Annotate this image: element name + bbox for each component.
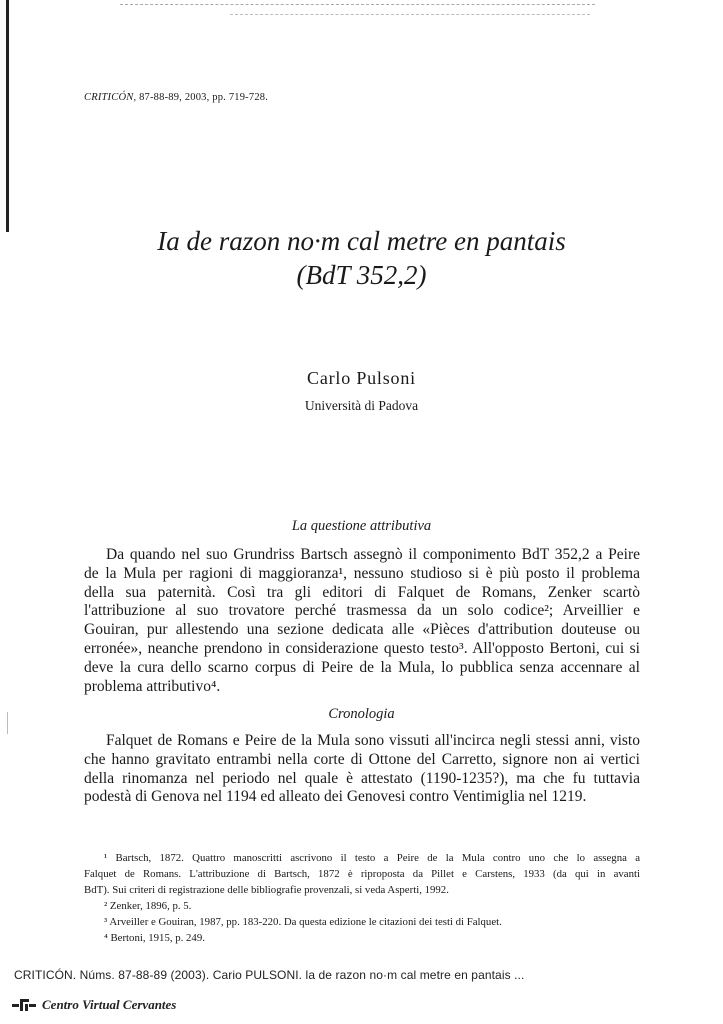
paragraph-chronology (84, 732, 640, 807)
scan-edge-bar (6, 0, 9, 232)
paragraph-line: Falquet de Romans e Peire de la Mula sono vissuti all'incirca negli stessi anni, visto (106, 732, 640, 749)
paragraph-line: Gouiran, pur allestendo una sezione dedicata alle «Pièces d'attribution douteuse ou (84, 621, 640, 639)
paragraph-line: che hanno gravitato entrambi nella corte di Ottone del Carretto, signore non ai vertici (84, 750, 640, 768)
footnote-1-line-3: BdT). Sui criteri di registrazione delle bibliografie provenzali, si veda Asperti, 1992. (84, 884, 449, 896)
journal-name: CRITICÓN, (84, 92, 137, 103)
cvc-footer[interactable] (12, 997, 176, 1013)
paragraph-line: podestà di Genova nel 1194 ed alleato dei Genovesi contro Ventimiglia nel 1219. (84, 788, 587, 806)
journal-reference (84, 92, 268, 103)
footnote-2: ² Zenker, 1896, p. 5. (104, 900, 192, 912)
footnote-4: ⁴ Bertoni, 1915, p. 249. (104, 932, 205, 944)
scan-top-rule (120, 4, 595, 5)
citation-link[interactable]: CRITICÓN. Núms. 87-88-89 (2003). Cario PULSONI. la de razon no·m cal metre en pantais ... (14, 968, 525, 982)
paragraph-line: della rinomanza nel periodo nel quale è attestato (1190-1235?), ma che fu tuttavia (84, 769, 640, 787)
cvc-brand-name: Centro Virtual Cervantes (42, 997, 177, 1012)
paragraph-line: problema attributivo⁴. (84, 677, 221, 695)
footnote-3: ³ Arveiller e Gouiran, 1987, pp. 183-220. Da questa edizione le citazioni dei testi di Falquet. (104, 916, 502, 928)
author-name: Carlo Pulsoni (307, 368, 416, 388)
paragraph-line: deve la cura dello scarno corpus di Peire de la Mula, lo pubblica senza accennare al (84, 658, 640, 676)
footnote-1-line-2: Falquet de Romans. L'attribuzione di Bartsch, 1872 è riproposta da Pillet e Carstens, 1933 (da qui in avanti (84, 868, 640, 880)
paragraph-attribution (84, 546, 640, 696)
footnotes (84, 850, 640, 946)
author-affiliation: Università di Padova (304, 398, 419, 413)
article-title-line-1: Ia de razon no·m cal metre en pantais (157, 226, 566, 256)
paragraph-line: l'attribuzione al suo trovatore perché trasmessa da un solo codice²; Arveillier e (84, 602, 640, 620)
journal-details: 87-88-89, 2003, pp. 719-728. (136, 92, 269, 103)
paragraph-line: de la Mula per ragioni di maggioranza¹, nessuno studioso si è più posto il problema (84, 564, 640, 582)
paragraph-line: Da quando nel suo Grundriss Bartsch assegnò il componimento BdT 352,2 a Peire (106, 546, 640, 563)
cvc-logo-icon (12, 998, 36, 1012)
scan-top-rule-secondary (230, 14, 590, 15)
section-title-attribution: La questione attributiva (291, 518, 432, 534)
paragraph-line: della sua paternità. Così tra gli editori di Falquet de Romans, Zenker scartò (84, 583, 640, 601)
article-title-line-2: (BdT 352,2) (296, 260, 427, 290)
footnote-1-line-1: ¹ Bartsch, 1872. Quattro manoscritti ascrivono il testo a Peire de la Mula contro uno che lo assegna a (104, 852, 640, 864)
section-title-chronology: Cronologia (328, 706, 395, 722)
paragraph-line: erronée», neanche prendono in considerazione questo testo³. All'opposto Bertoni, cui si (84, 639, 640, 657)
